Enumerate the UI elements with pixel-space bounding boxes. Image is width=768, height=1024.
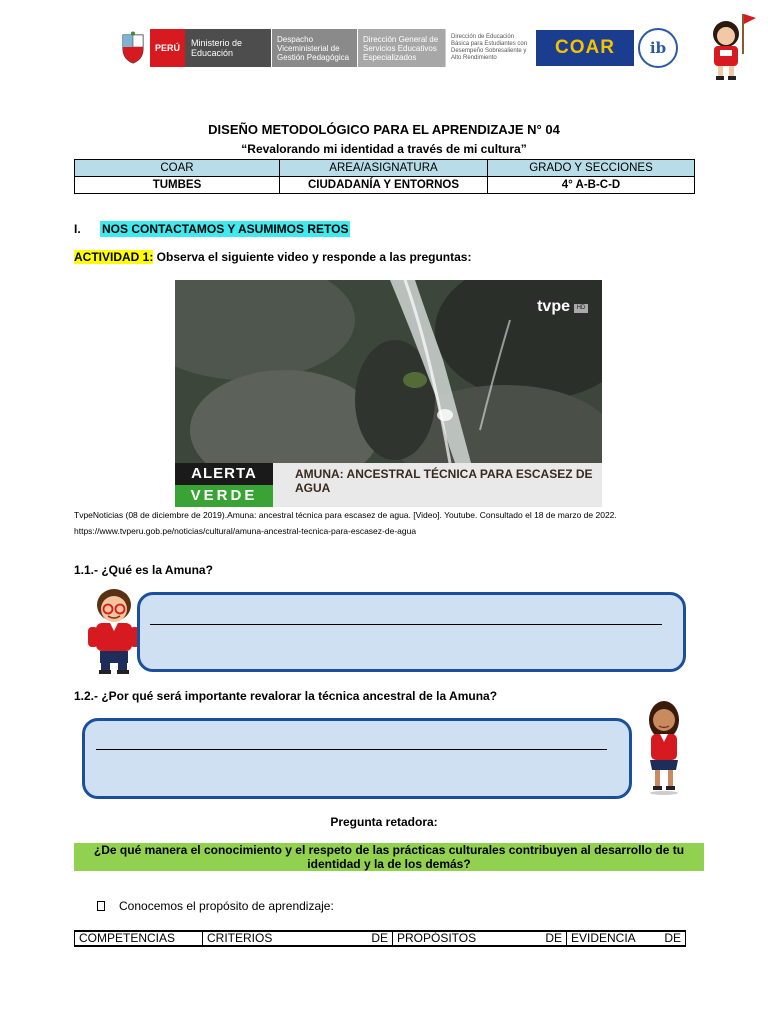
col-criterios-label: CRITERIOS [207, 931, 273, 945]
answer-line-1 [150, 624, 662, 625]
channel-logo: tvpe [537, 298, 570, 315]
col-criterios-suffix: DE [371, 931, 388, 945]
header-logo-strip [120, 28, 678, 68]
alerta-label: ALERTA [175, 463, 273, 485]
question-1: 1.1.- ¿Qué es la Amuna? [74, 563, 213, 577]
section-number: I. [74, 222, 81, 236]
col-propositos [393, 931, 567, 946]
vice-ministry-label: Despacho Viceministerial de Gestión Pedagógica [271, 29, 357, 67]
col-evidencia [567, 931, 686, 946]
mascot-girl-flag-icon [700, 10, 758, 82]
checkbox-bullet-icon [97, 901, 105, 911]
purpose-text: Conocemos el propósito de aprendizaje: [119, 899, 334, 913]
competency-table [74, 930, 686, 947]
answer-line-2 [96, 749, 607, 750]
col-evidencia-label: EVIDENCIA [571, 931, 636, 945]
info-table-value-row [75, 177, 695, 194]
ib-logo: ib [638, 28, 678, 68]
col-competencias [75, 931, 203, 946]
video-thumbnail[interactable] [175, 280, 602, 507]
col-criterios [203, 931, 393, 946]
info-table-header-row [75, 160, 695, 177]
info-header-coar: COAR [75, 160, 280, 177]
girl-student-icon [640, 698, 688, 796]
answer-box-2[interactable] [82, 718, 632, 799]
info-value-grado: 4° A-B-C-D [488, 177, 695, 194]
direction-label: Dirección General de Servicios Educativos Especializados [357, 29, 445, 67]
section-title: NOS CONTACTAMOS Y ASUMIMOS RETOS [102, 222, 349, 236]
video-citation: TvpeNoticias (08 de diciembre de 2019).Amuna: ancestral técnica para escasez de agua. [Video]. Youtube. Consultado el 18 de marzo de 2022. https://www.tvperu.gob.pe/noticias/cultural/amuna-ancestral-tecnica-para-escasez-de-agua [74, 510, 617, 536]
peru-coat-of-arms-icon [120, 31, 146, 65]
coar-logo: COAR [536, 30, 634, 66]
info-table [74, 159, 695, 194]
col-propositos-suffix: DE [545, 931, 562, 945]
document-title: DISEÑO METODOLÓGICO PARA EL APRENDIZAJE N° 04 [208, 122, 560, 137]
activity-line [74, 250, 471, 264]
video-caption: AMUNA: ANCESTRAL TÉCNICA PARA ESCASEZ DE AGUA [295, 467, 593, 495]
hd-badge: HD [574, 304, 588, 313]
activity-text: Observa el siguiente video y responde a las preguntas: [153, 250, 472, 264]
activity-label: ACTIVIDAD 1: [74, 250, 154, 264]
video-banner [175, 463, 602, 507]
boy-student-icon [84, 585, 144, 675]
competency-table-header-row [75, 931, 686, 946]
question-2: 1.2.- ¿Por qué será importante revalorar la técnica ancestral de la Amuna? [74, 689, 498, 703]
info-header-area: AREA/ASIGNATURA [280, 160, 488, 177]
peru-label: PERÚ [150, 29, 185, 67]
info-value-coar: TUMBES [75, 177, 280, 194]
document-subtitle: “Revalorando mi identidad a través de mi cultura” [241, 142, 527, 156]
col-propositos-label: PROPÓSITOS [397, 931, 477, 945]
direction2-label: Dirección de Educación Básica para Estudiantes con Desempeño Sobresaliente y Alto Rendimiento [445, 29, 533, 67]
info-header-grado: GRADO Y SECCIONES [488, 160, 695, 177]
col-evidencia-suffix: DE [664, 931, 681, 945]
alerta-verde-logo [175, 463, 273, 507]
ministry-label: Ministerio de Educación [185, 29, 271, 67]
challenge-label: Pregunta retadora: [330, 815, 438, 829]
col-competencias-label: COMPETENCIAS [79, 931, 176, 945]
challenge-question: ¿De qué manera el conocimiento y el respeto de las prácticas culturales contribuyen al desarrollo de tu identidad y la de los demás? [74, 843, 704, 871]
verde-label: VERDE [175, 485, 273, 507]
purpose-line [97, 899, 334, 913]
info-value-area: CIUDADANÍA Y ENTORNOS [280, 177, 488, 194]
answer-box-1[interactable] [137, 592, 686, 672]
